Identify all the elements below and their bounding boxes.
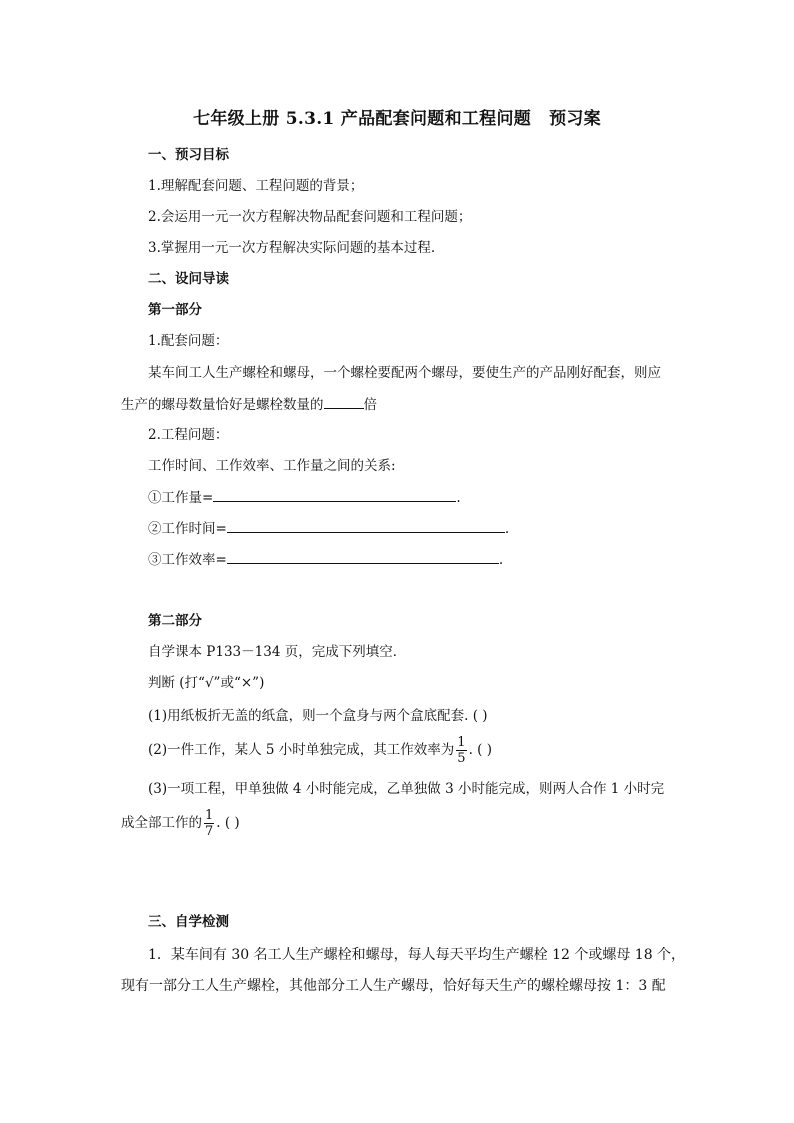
q1-text-c: 倍	[363, 397, 377, 413]
judge-item-2-paren: . ( )	[468, 742, 492, 758]
problem-1-line2: 现有一部分工人生产螺栓，其他部分工人生产螺母，恰好每天生产的螺栓螺母按 1：3 配	[121, 978, 666, 994]
fraction-denominator: 7	[205, 824, 214, 839]
title-sub: 预习案	[549, 109, 601, 129]
relation-3	[148, 550, 503, 569]
relation-1	[148, 488, 461, 507]
goal-item-3: 3.掌握用一元一次方程解决实际问题的基本过程.	[148, 240, 436, 256]
goal-item-1: 1.理解配套问题、工程问题的背景；	[148, 178, 364, 194]
fraction-numerator: 1	[457, 735, 466, 750]
q1-text-b: 生产的螺母数量恰好是螺栓数量的	[121, 397, 324, 413]
q1-answer-blank[interactable]	[324, 395, 364, 409]
q1-label: 1.配套问题：	[148, 333, 229, 349]
relation-3-blank[interactable]	[227, 550, 499, 564]
part2-intro: 自学课本 P133－134 页，完成下列填空．	[148, 644, 407, 660]
relation-1-dot: .	[456, 490, 461, 506]
judge-item-3-text: 成全部工作的	[121, 815, 202, 831]
part2-heading: 第二部分	[148, 613, 202, 629]
part1-heading: 第一部分	[148, 302, 202, 318]
relation-2-dot: .	[504, 521, 510, 537]
relation-2	[148, 519, 509, 538]
problem-1-line1: 1．某车间有 30 名工人生产螺栓和螺母，每人每天平均生产螺栓 12 个或螺母 18 个，	[148, 947, 686, 963]
relation-2-blank[interactable]	[227, 519, 505, 533]
judge-item-3-line2	[121, 805, 240, 841]
q1-text-line1: 某车间工人生产螺栓和螺母，一个螺栓要配两个螺母，要使生产的产品刚好配套，则应	[148, 365, 661, 381]
q1-text-line2	[121, 395, 377, 414]
section-heading-guide: 二、设问导读	[148, 271, 229, 287]
relation-2-label: ②工作时间=	[148, 521, 227, 537]
relation-1-label: ①工作量=	[148, 490, 214, 506]
goal-item-2: 2.会运用一元一次方程解决物品配套问题和工程问题；	[148, 209, 472, 225]
fraction-numerator: 1	[205, 808, 214, 823]
judge-item-2	[148, 732, 492, 768]
section-heading-selftest: 三、自学检测	[148, 914, 229, 930]
fraction-denominator: 5	[457, 751, 466, 766]
fraction-one-fifth	[456, 735, 466, 766]
judge-item-3-paren: . ( )	[216, 815, 240, 831]
title-main: 七年级上册 5.3.1 产品配套问题和工程问题	[193, 109, 532, 129]
relation-3-label: ③工作效率=	[148, 552, 227, 568]
judge-item-3-line1: (3)一项工程，甲单独做 4 小时能完成，乙单独做 3 小时能完成，则两人合作 1 小时完	[148, 781, 665, 797]
relation-3-dot: .	[498, 552, 504, 568]
judge-item-2-text: (2)一件工作，某人 5 小时单独完成，其工作效率为	[148, 742, 455, 758]
section-heading-goals: 一、预习目标	[148, 147, 229, 163]
judge-instruction: 判断 (打“√”或“×”)	[148, 675, 265, 691]
q2-intro: 工作时间、工作效率、工作量之间的关系:	[148, 458, 396, 474]
page-title	[0, 104, 794, 129]
fraction-one-seventh	[204, 808, 214, 839]
relation-1-blank[interactable]	[213, 488, 456, 502]
q2-label: 2.工程问题：	[148, 427, 229, 443]
judge-item-1: (1)用纸板折无盖的纸盒，则一个盒身与两个盒底配套. ( )	[148, 708, 488, 724]
